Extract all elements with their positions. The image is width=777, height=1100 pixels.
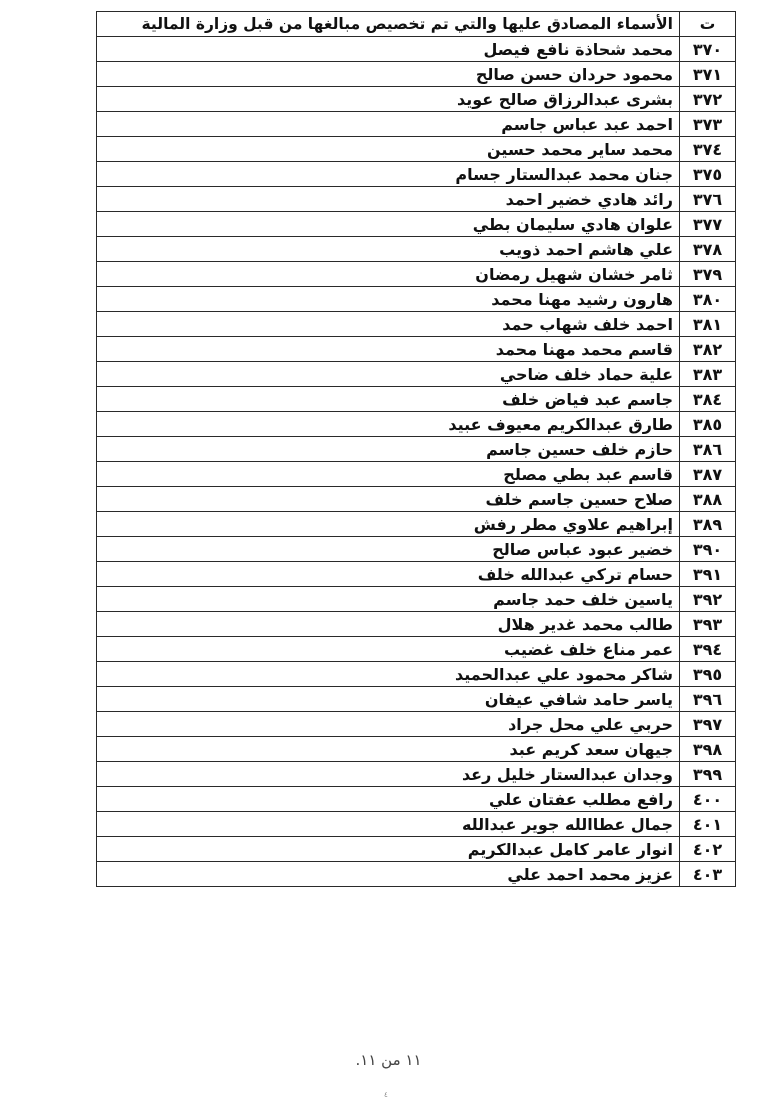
row-number: ٣٧٠ — [680, 37, 736, 62]
table-row — [97, 612, 736, 637]
row-name: حازم خلف حسين جاسم — [97, 437, 680, 462]
row-name: حربي علي محل جراد — [97, 712, 680, 737]
table-row — [97, 337, 736, 362]
row-number: ٣٩٨ — [680, 737, 736, 762]
row-number: ٣٩٦ — [680, 687, 736, 712]
table-row — [97, 137, 736, 162]
row-number: ٣٨١ — [680, 312, 736, 337]
row-name: عمر مناع خلف غضيب — [97, 637, 680, 662]
row-name: بشرى عبدالرزاق صالح عويد — [97, 87, 680, 112]
row-number: ٣٩٠ — [680, 537, 736, 562]
row-name: علية حماد خلف ضاحي — [97, 362, 680, 387]
table-row — [97, 787, 736, 812]
row-name: حسام تركي عبدالله خلف — [97, 562, 680, 587]
table-row — [97, 112, 736, 137]
table-row — [97, 462, 736, 487]
table-row — [97, 662, 736, 687]
table-row — [97, 87, 736, 112]
table-row — [97, 837, 736, 862]
table-row — [97, 62, 736, 87]
table-row — [97, 737, 736, 762]
table-row — [97, 312, 736, 337]
table-row — [97, 187, 736, 212]
row-name: ثامر خشان شهيل رمضان — [97, 262, 680, 287]
row-name: طالب محمد غدير هلال — [97, 612, 680, 637]
row-name: علي هاشم احمد ذويب — [97, 237, 680, 262]
table-row — [97, 562, 736, 587]
row-name: محمد ساير محمد حسين — [97, 137, 680, 162]
row-name: ياسر حامد شافي عيفان — [97, 687, 680, 712]
row-name: وجدان عبدالستار خليل رعد — [97, 762, 680, 787]
table-header — [97, 12, 736, 37]
row-number: ٣٧٩ — [680, 262, 736, 287]
row-name: جنان محمد عبدالستار جسام — [97, 162, 680, 187]
row-name: قاسم محمد مهنا محمد — [97, 337, 680, 362]
row-number: ٣٨٨ — [680, 487, 736, 512]
row-number: ٣٨٤ — [680, 387, 736, 412]
row-number: ٣٨٧ — [680, 462, 736, 487]
page-mark: ٤ — [384, 1091, 388, 1099]
table-body — [97, 37, 736, 887]
row-name: جمال عطاالله جوير عبدالله — [97, 812, 680, 837]
row-number: ٣٨٣ — [680, 362, 736, 387]
row-name: صلاح حسين جاسم خلف — [97, 487, 680, 512]
row-number: ٤٠١ — [680, 812, 736, 837]
row-number: ٣٨٥ — [680, 412, 736, 437]
header-number: ت — [680, 12, 736, 37]
page-number: ١١ من ١١. — [355, 1051, 422, 1069]
row-name: طارق عبدالكريم معيوف عبيد — [97, 412, 680, 437]
table-row — [97, 37, 736, 62]
row-name: انوار عامر كامل عبدالكريم — [97, 837, 680, 862]
row-name: رافع مطلب عفتان علي — [97, 787, 680, 812]
table-row — [97, 262, 736, 287]
row-number: ٣٨٦ — [680, 437, 736, 462]
row-number: ٣٩٩ — [680, 762, 736, 787]
table-row — [97, 712, 736, 737]
row-number: ٣٩٧ — [680, 712, 736, 737]
row-number: ٣٧٢ — [680, 87, 736, 112]
table-row — [97, 362, 736, 387]
row-name: إبراهيم علاوي مطر رفش — [97, 512, 680, 537]
table-row — [97, 862, 736, 887]
row-name: جاسم عبد فياض خلف — [97, 387, 680, 412]
table-row — [97, 687, 736, 712]
row-name: علوان هادي سليمان بطي — [97, 212, 680, 237]
row-number: ٣٩١ — [680, 562, 736, 587]
row-number: ٣٨٢ — [680, 337, 736, 362]
row-number: ٤٠٣ — [680, 862, 736, 887]
row-number: ٣٧٣ — [680, 112, 736, 137]
row-name: محمد شحاذة نافع فيصل — [97, 37, 680, 62]
row-name: قاسم عبد بطي مصلح — [97, 462, 680, 487]
row-name: عزيز محمد احمد علي — [97, 862, 680, 887]
table-row — [97, 162, 736, 187]
table-row — [97, 812, 736, 837]
table-row — [97, 287, 736, 312]
row-name: خضير عبود عباس صالح — [97, 537, 680, 562]
row-name: شاكر محمود علي عبدالحميد — [97, 662, 680, 687]
table-row — [97, 587, 736, 612]
row-name: هارون رشيد مهنا محمد — [97, 287, 680, 312]
row-name: احمد عبد عباس جاسم — [97, 112, 680, 137]
table-row — [97, 537, 736, 562]
table-row — [97, 237, 736, 262]
row-number: ٣٧٦ — [680, 187, 736, 212]
row-name: احمد خلف شهاب حمد — [97, 312, 680, 337]
table-row — [97, 212, 736, 237]
table-row — [97, 487, 736, 512]
row-number: ٣٧٨ — [680, 237, 736, 262]
row-name: جيهان سعد كريم عبد — [97, 737, 680, 762]
table-row — [97, 437, 736, 462]
row-name: ياسين خلف حمد جاسم — [97, 587, 680, 612]
row-name: محمود حردان حسن صالح — [97, 62, 680, 87]
table-row — [97, 512, 736, 537]
row-number: ٤٠٠ — [680, 787, 736, 812]
row-number: ٣٧٥ — [680, 162, 736, 187]
header-title: الأسماء المصادق عليها والتي تم تخصيص مبالغها من قبل وزارة المالية — [97, 12, 680, 37]
row-number: ٣٧٤ — [680, 137, 736, 162]
row-number: ٣٧٧ — [680, 212, 736, 237]
row-name: رائد هادي خضير احمد — [97, 187, 680, 212]
row-number: ٣٩٤ — [680, 637, 736, 662]
row-number: ٣٩٥ — [680, 662, 736, 687]
row-number: ٤٠٢ — [680, 837, 736, 862]
table-row — [97, 412, 736, 437]
row-number: ٣٨٠ — [680, 287, 736, 312]
table-row — [97, 762, 736, 787]
header-row — [97, 12, 736, 37]
row-number: ٣٧١ — [680, 62, 736, 87]
table-row — [97, 637, 736, 662]
row-number: ٣٨٩ — [680, 512, 736, 537]
row-number: ٣٩٣ — [680, 612, 736, 637]
names-table — [96, 11, 736, 887]
table-row — [97, 387, 736, 412]
row-number: ٣٩٢ — [680, 587, 736, 612]
